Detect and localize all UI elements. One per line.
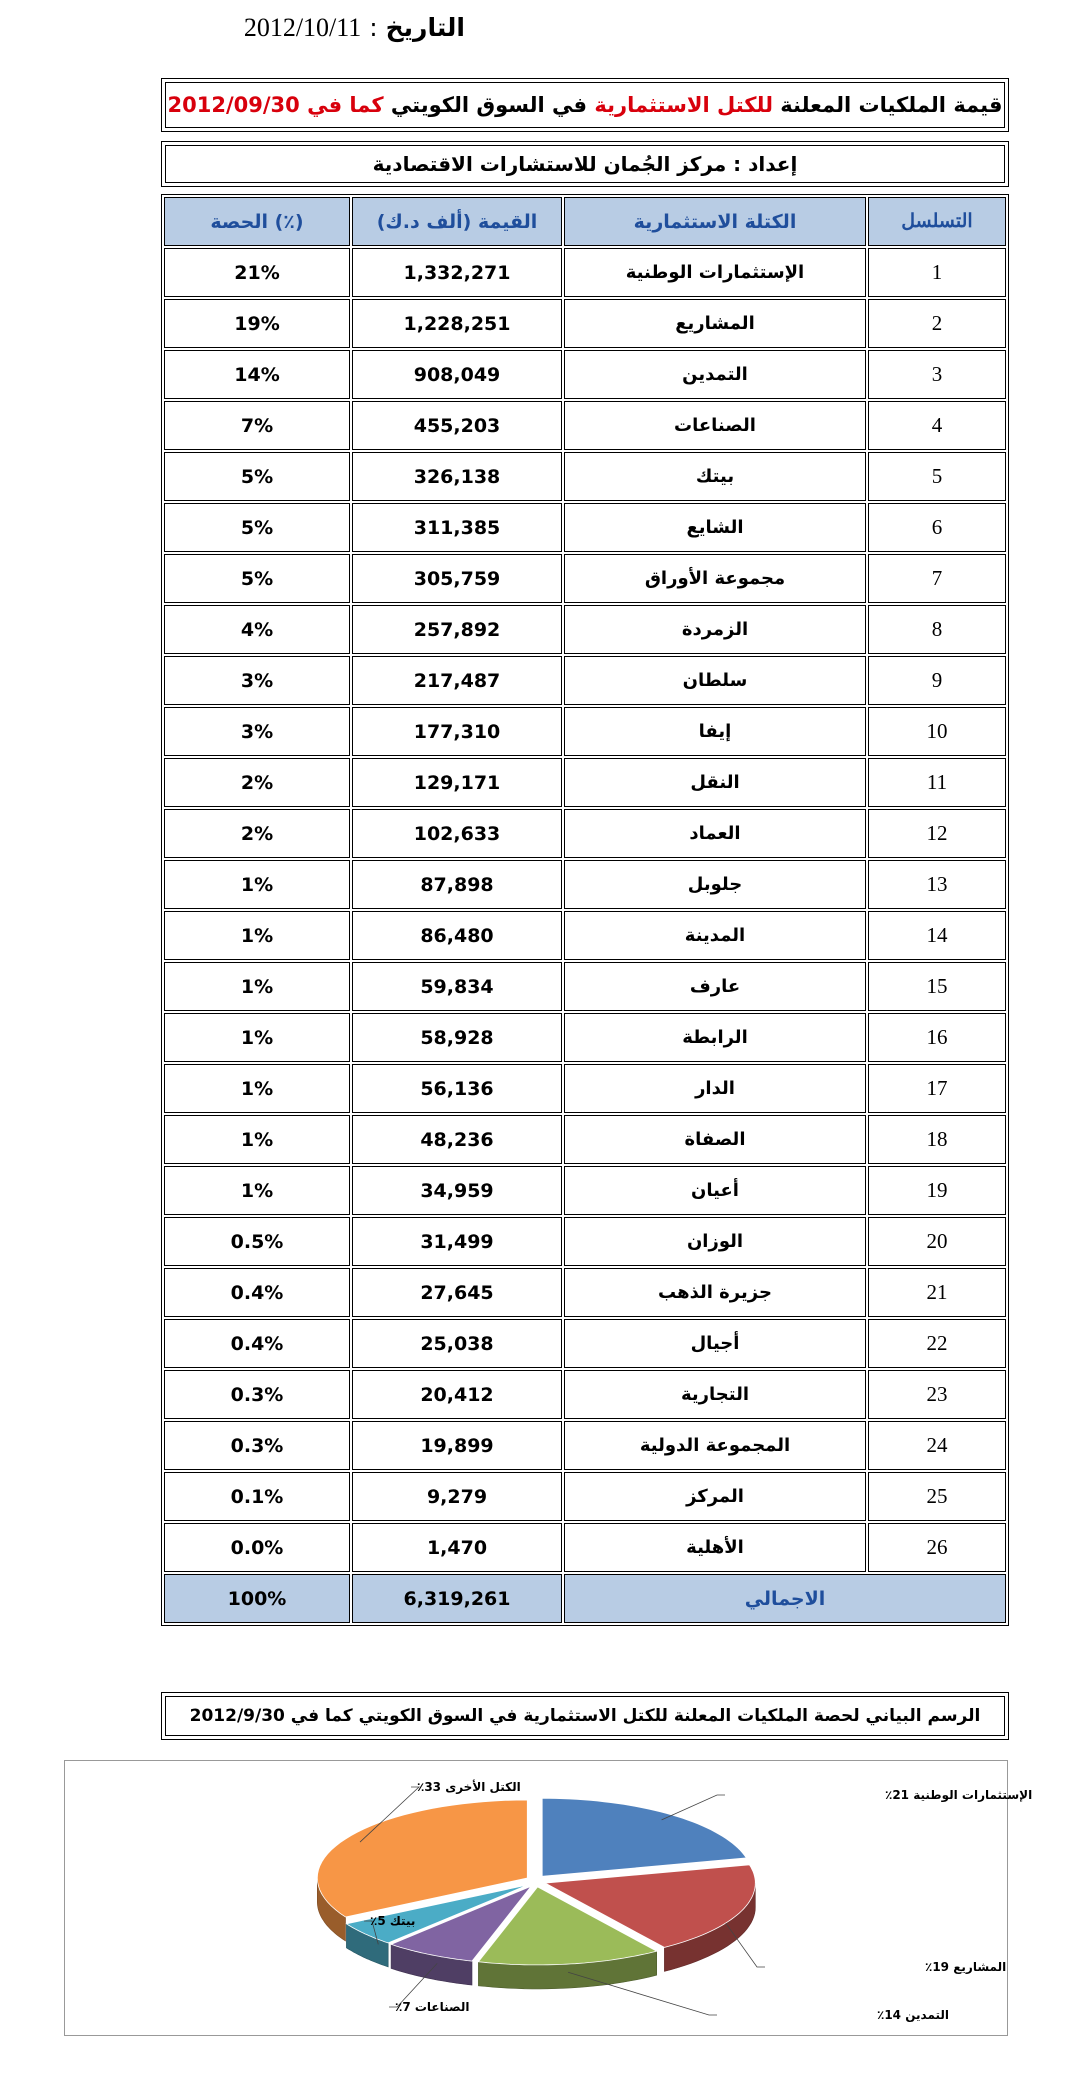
name-cell: العماد [564,809,866,858]
seq-cell: 17 [868,1064,1006,1113]
share-cell: 1% [164,860,350,909]
header-name: الكتلة الاستثمارية [564,197,866,246]
name-cell: الدار [564,1064,866,1113]
name-cell: عارف [564,962,866,1011]
share-cell: 2% [164,809,350,858]
share-cell: 1% [164,1166,350,1215]
seq-cell: 16 [868,1013,1006,1062]
seq-cell: 11 [868,758,1006,807]
table-row [164,503,1006,552]
share-cell: 0.4% [164,1268,350,1317]
table-row [164,605,1006,654]
share-cell: 0.0% [164,1523,350,1572]
date-separator: : [369,13,378,42]
table-row [164,1370,1006,1419]
share-cell: 0.1% [164,1472,350,1521]
seq-cell: 2 [868,299,1006,348]
value-cell: 1,332,271 [352,248,562,297]
name-cell: إيفا [564,707,866,756]
share-cell: 0.4% [164,1319,350,1368]
seq-cell: 25 [868,1472,1006,1521]
value-cell: 25,038 [352,1319,562,1368]
pie-slice-label: التمدين 14٪ [877,2008,950,2022]
seq-cell: 21 [868,1268,1006,1317]
name-cell: الأهلية [564,1523,866,1572]
pie-slice-label: الكتل الأخرى 33٪ [417,1780,521,1794]
name-cell: المشاريع [564,299,866,348]
seq-cell: 10 [868,707,1006,756]
value-cell: 102,633 [352,809,562,858]
seq-cell: 22 [868,1319,1006,1368]
name-cell: الشايع [564,503,866,552]
prepared-by: إعداد : مركز الجُمان للاستشارات الاقتصادية [165,145,1005,183]
value-cell: 455,203 [352,401,562,450]
seq-cell: 4 [868,401,1006,450]
value-cell: 34,959 [352,1166,562,1215]
value-cell: 257,892 [352,605,562,654]
table-row [164,1064,1006,1113]
table-row [164,1421,1006,1470]
date-label: التاريخ [385,13,465,42]
seq-cell: 24 [868,1421,1006,1470]
table-row [164,1472,1006,1521]
name-cell: التجارية [564,1370,866,1419]
seq-cell: 20 [868,1217,1006,1266]
pie-chart [64,1760,1033,2036]
table-row [164,860,1006,909]
share-cell: 4% [164,605,350,654]
name-cell: الإستثمارات الوطنية [564,248,866,297]
share-cell: 1% [164,962,350,1011]
chart-title-box [161,1692,1009,1740]
table-body [164,248,1006,1572]
seq-cell: 13 [868,860,1006,909]
pie-slice-label: بيتك 5٪ [370,1914,416,1928]
total-label: الاجمالي [564,1574,1006,1623]
holdings-table [161,194,1009,1626]
value-cell: 20,412 [352,1370,562,1419]
pie-chart-svg [65,1761,1033,2035]
name-cell: المجموعة الدولية [564,1421,866,1470]
seq-cell: 15 [868,962,1006,1011]
value-cell: 86,480 [352,911,562,960]
table-row [164,1013,1006,1062]
share-cell: 1% [164,1115,350,1164]
table-row [164,758,1006,807]
table-row [164,554,1006,603]
value-cell: 326,138 [352,452,562,501]
value-cell: 9,279 [352,1472,562,1521]
share-cell: 14% [164,350,350,399]
name-cell: بيتك [564,452,866,501]
seq-cell: 14 [868,911,1006,960]
table-row [164,299,1006,348]
table-row [164,911,1006,960]
value-cell: 908,049 [352,350,562,399]
header-share: الحصة (٪) [164,197,350,246]
seq-cell: 18 [868,1115,1006,1164]
report-date [165,8,465,48]
pie-slice-label: المشاريع 19٪ [925,1960,1007,1974]
seq-cell: 19 [868,1166,1006,1215]
report-title [165,82,1005,128]
table-row [164,401,1006,450]
name-cell: النقل [564,758,866,807]
value-cell: 59,834 [352,962,562,1011]
name-cell: المركز [564,1472,866,1521]
total-share: 100% [164,1574,350,1623]
share-cell: 7% [164,401,350,450]
share-cell: 1% [164,1064,350,1113]
seq-cell: 12 [868,809,1006,858]
name-cell: جزيرة الذهب [564,1268,866,1317]
report-title-box [161,78,1009,132]
seq-cell: 23 [868,1370,1006,1419]
table-row [164,1217,1006,1266]
share-cell: 1% [164,911,350,960]
table-row [164,1166,1006,1215]
share-cell: 0.3% [164,1370,350,1419]
seq-cell: 6 [868,503,1006,552]
share-cell: 2% [164,758,350,807]
name-cell: الرابطة [564,1013,866,1062]
seq-cell: 8 [868,605,1006,654]
share-cell: 21% [164,248,350,297]
date-value: 2012/10/11 [243,13,362,42]
share-cell: 3% [164,656,350,705]
value-cell: 48,236 [352,1115,562,1164]
header-value: القيمة (ألف د.ك) [352,197,562,246]
value-cell: 27,645 [352,1268,562,1317]
pie-slice-label: الإستثمارات الوطنية 21٪ [885,1788,1033,1802]
seq-cell: 1 [868,248,1006,297]
share-cell: 0.3% [164,1421,350,1470]
share-cell: 3% [164,707,350,756]
total-value: 6,319,261 [352,1574,562,1623]
value-cell: 1,228,251 [352,299,562,348]
seq-cell: 7 [868,554,1006,603]
share-cell: 5% [164,554,350,603]
table-row [164,452,1006,501]
title-part-1: قيمة الملكيات المعلنة [772,93,1003,117]
name-cell: التمدين [564,350,866,399]
pie-slice [542,1798,746,1876]
share-cell: 0.5% [164,1217,350,1266]
value-cell: 129,171 [352,758,562,807]
name-cell: الصناعات [564,401,866,450]
share-cell: 5% [164,452,350,501]
value-cell: 1,470 [352,1523,562,1572]
table-row [164,1268,1006,1317]
title-part-4: كما في 2012/09/30 [167,93,384,117]
table-row [164,1115,1006,1164]
table-row [164,809,1006,858]
pie-slice [317,1800,527,1917]
table-row [164,962,1006,1011]
seq-cell: 3 [868,350,1006,399]
share-cell: 19% [164,299,350,348]
value-cell: 217,487 [352,656,562,705]
value-cell: 305,759 [352,554,562,603]
seq-cell: 9 [868,656,1006,705]
table-row [164,707,1006,756]
name-cell: أعيان [564,1166,866,1215]
prepared-by-box [161,141,1009,187]
value-cell: 58,928 [352,1013,562,1062]
table-row [164,350,1006,399]
value-cell: 56,136 [352,1064,562,1113]
share-cell: 1% [164,1013,350,1062]
value-cell: 31,499 [352,1217,562,1266]
name-cell: أجيال [564,1319,866,1368]
value-cell: 19,899 [352,1421,562,1470]
name-cell: الزمردة [564,605,866,654]
seq-cell: 5 [868,452,1006,501]
table-row [164,656,1006,705]
pie-slice-label: الصناعات 7٪ [395,2000,470,2014]
value-cell: 87,898 [352,860,562,909]
seq-cell: 26 [868,1523,1006,1572]
table-header-row [164,197,1006,246]
share-cell: 5% [164,503,350,552]
table-row [164,248,1006,297]
table-row [164,1319,1006,1368]
name-cell: الصفاة [564,1115,866,1164]
name-cell: سلطان [564,656,866,705]
title-part-2: للكتل الاستثمارية [594,93,773,117]
name-cell: مجموعة الأوراق [564,554,866,603]
header-seq: التسلسل [868,197,1006,246]
chart-title: الرسم البياني لحصة الملكيات المعلنة للكتل الاستثمارية في السوق الكويتي كما في 2012/9/30 [165,1696,1005,1736]
name-cell: الوزان [564,1217,866,1266]
table-total-row [164,1574,1006,1623]
value-cell: 311,385 [352,503,562,552]
name-cell: المدينة [564,911,866,960]
title-part-3: في السوق الكويتي [383,93,595,117]
table-row [164,1523,1006,1572]
value-cell: 177,310 [352,707,562,756]
name-cell: جلوبل [564,860,866,909]
